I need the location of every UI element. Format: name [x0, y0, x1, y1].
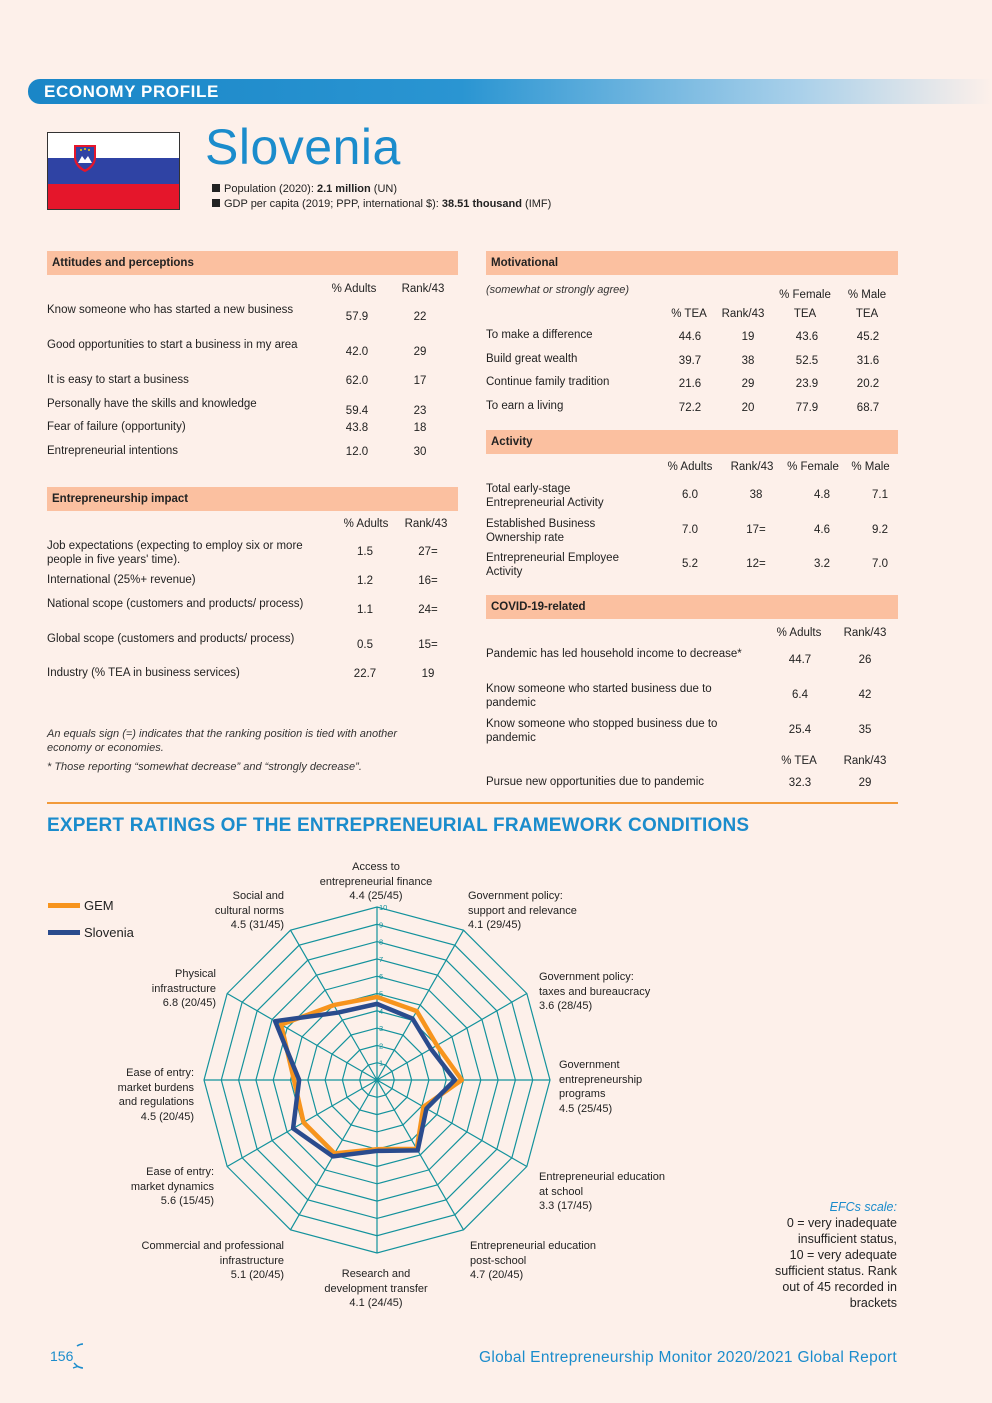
activity-row-label: Established Business Ownership rate — [486, 518, 596, 544]
activity-row-adults: 7.0 — [682, 524, 698, 536]
impact-row-label: Job expectations (expecting to employ six or more people in five years' time). — [47, 540, 303, 566]
covid-tea-label: Pursue new opportunities due to pandemic — [486, 776, 705, 788]
activity-row-female: 3.2 — [814, 558, 830, 570]
impact-row-value: 1.5 — [357, 546, 373, 558]
covid-row-label: Know someone who started business due to pandemic — [486, 683, 712, 709]
activity-header: Activity — [486, 430, 898, 454]
impact-col-rank: Rank/43 — [404, 518, 448, 530]
motivational-row-rank: 20 — [741, 402, 755, 414]
motivational-row-male: 45.2 — [856, 331, 880, 343]
motivational-row-male: 20.2 — [856, 378, 880, 390]
activity-row-female: 4.8 — [814, 489, 830, 501]
radar-tick-label: 8 — [379, 937, 384, 947]
activity-row-male: 7.1 — [872, 489, 888, 501]
efc-scale-note: EFCs scale: 0 = very inadequate insufficient status, 10 = very adequate sufficient status. Rank out of 45 recorded in brackets — [740, 1199, 897, 1311]
covid-row-value: 25.4 — [788, 724, 812, 736]
attitudes-col-rank: Rank/43 — [401, 283, 445, 295]
legend-slovenia-label: Slovenia — [84, 925, 134, 940]
motivational-row-male: 68.7 — [856, 402, 880, 414]
impact-row-rank: 16= — [418, 575, 438, 587]
motivational-row-female: 23.9 — [795, 378, 819, 390]
covid-tea-value: 32.3 — [788, 777, 812, 789]
axis-label-physical: Physical infrastructure 6.8 (20/45) — [151, 968, 216, 1009]
covid-row-label: Know someone who stopped business due to pandemic — [486, 718, 718, 744]
motivational-row-female: 43.6 — [795, 331, 819, 343]
decrease-note: * Those reporting “somewhat decrease” and “strongly decrease”. — [47, 761, 362, 773]
radar-tick-label: 3 — [379, 1024, 384, 1034]
attitudes-row-value: 59.4 — [345, 405, 369, 417]
motivational-row-label: To make a difference — [486, 329, 593, 341]
motivational-subtitle: (somewhat or strongly agree) — [486, 284, 630, 296]
attitudes-row-label: It is easy to start a business — [47, 374, 189, 386]
attitudes-row-rank: 17 — [413, 375, 427, 387]
axis-label-market-burdens: Ease of entry: market burdens and regulations 4.5 (20/45) — [117, 1067, 194, 1123]
attitudes-row-value: 42.0 — [345, 346, 369, 358]
axis-label-commercial: Commercial and professional infrastructure 5.1 (20/45) — [141, 1240, 284, 1281]
motivational-row-rank: 19 — [741, 331, 755, 343]
covid-col-adults: % Adults — [776, 627, 822, 639]
covid-col-rank: Rank/43 — [843, 627, 887, 639]
equals-note: An equals sign (=) indicates that the ranking position is tied with another economy or economies. — [47, 728, 398, 754]
chart-title: EXPERT RATINGS OF THE ENTREPRENEURIAL FRAMEWORK CONDITIONS — [47, 815, 750, 836]
attitudes-header: Attitudes and perceptions — [47, 251, 458, 275]
motivational-row-male: 31.6 — [856, 355, 880, 367]
radar-tick-label: 6 — [379, 972, 384, 982]
motivational-header: Motivational — [486, 251, 898, 275]
impact-row-rank: 24= — [418, 604, 438, 616]
motivational-row-female: 77.9 — [795, 402, 819, 414]
axis-label-rnd: Research and development transfer 4.1 (24/45) — [324, 1268, 428, 1309]
motivational-col-female: % Female — [779, 289, 831, 301]
motivational-row-tea: 21.6 — [678, 378, 702, 390]
country-title: Slovenia — [205, 119, 401, 175]
activity-row-male: 9.2 — [872, 524, 888, 536]
axis-label-finance: Access to entrepreneurial finance 4.4 (25/45) — [319, 861, 433, 902]
covid-row-label: Pandemic has led household income to decrease* — [486, 648, 742, 660]
motivational-col-male: % Male — [847, 289, 887, 301]
attitudes-row-value: 12.0 — [345, 446, 369, 458]
motivational-row-tea: 44.6 — [678, 331, 702, 343]
motivational-row-tea: 72.2 — [678, 402, 702, 414]
activity-row-rank: 17= — [746, 524, 766, 536]
efc-scale-title: EFCs scale: — [829, 1200, 897, 1214]
page-number-badge — [47, 1343, 83, 1369]
impact-row-label: National scope (customers and products/ process) — [47, 598, 304, 610]
impact-header: Entrepreneurship impact — [47, 487, 458, 511]
axis-label-edu-postschool: Entrepreneurial education post-school 4.7 (20/45) — [470, 1240, 596, 1281]
impact-row-value: 1.2 — [357, 575, 373, 587]
activity-row-male: 7.0 — [872, 558, 888, 570]
activity-col-rank: Rank/43 — [730, 461, 774, 473]
motivational-col-tea: % TEA — [671, 308, 707, 320]
axis-label-social: Social and cultural norms 4.5 (31/45) — [214, 890, 284, 931]
activity-row-label: Entrepreneurial Employee Activity — [486, 552, 619, 578]
attitudes-row-label: Good opportunities to start a business in my area — [47, 339, 298, 351]
axis-label-gov-programs: Government entrepreneurship programs 4.5 (25/45) — [559, 1059, 643, 1115]
activity-col-male: % Male — [851, 461, 890, 473]
attitudes-row-label: Know someone who has started a new business — [47, 304, 294, 316]
radar-tick-label: 9 — [379, 920, 384, 930]
impact-row-label: International (25%+ revenue) — [47, 574, 196, 586]
impact-row-rank: 15= — [418, 639, 438, 651]
impact-row-value: 1.1 — [357, 604, 373, 616]
impact-row-rank: 27= — [418, 546, 438, 558]
activity-row-rank: 12= — [746, 558, 766, 570]
covid-row-rank: 42 — [858, 689, 872, 701]
axis-label-edu-school: Entrepreneurial education at school 3.3 (17/45) — [539, 1171, 665, 1212]
motivational-row-label: To earn a living — [486, 400, 564, 412]
activity-row-label: Total early-stage Entrepreneurial Activity — [486, 483, 604, 509]
attitudes-row-rank: 30 — [413, 446, 427, 458]
attitudes-row-label: Personally have the skills and knowledge — [47, 398, 257, 410]
motivational-row-tea: 39.7 — [678, 355, 702, 367]
covid-col-rank-tea: Rank/43 — [843, 755, 887, 767]
attitudes-row-value: 43.8 — [345, 422, 369, 434]
attitudes-row-rank: 22 — [413, 311, 427, 323]
radar-tick-label: 1 — [379, 1058, 384, 1068]
radar-tick-label: 2 — [379, 1041, 384, 1051]
covid-header: COVID-19-related — [486, 595, 898, 619]
report-footer: Global Entrepreneurship Monitor 2020/2021 Global Report — [478, 1349, 897, 1366]
covid-row-value: 44.7 — [788, 654, 812, 666]
impact-row-value: 22.7 — [353, 668, 377, 680]
impact-row-label: Global scope (customers and products/ process) — [47, 633, 295, 645]
attitudes-row-rank: 18 — [413, 422, 427, 434]
activity-row-female: 4.6 — [814, 524, 830, 536]
gdp-fact: GDP per capita (2019; PPP, international $): 38.51 thousand (IMF) — [212, 198, 551, 210]
motivational-row-rank: 29 — [741, 378, 755, 390]
attitudes-row-rank: 29 — [413, 346, 427, 358]
attitudes-row-value: 57.9 — [345, 311, 369, 323]
radar-tick-label: 10 — [379, 903, 388, 912]
motivational-row-label: Build great wealth — [486, 353, 578, 365]
attitudes-col-adults: % Adults — [331, 283, 377, 295]
motivational-row-rank: 38 — [741, 355, 755, 367]
attitudes-row-value: 62.0 — [345, 375, 369, 387]
motivational-col-male-tea: TEA — [855, 308, 879, 320]
axis-label-market-dynamics: Ease of entry: market dynamics 5.6 (15/45) — [130, 1166, 214, 1207]
activity-col-female: % Female — [787, 461, 839, 473]
motivational-col-female-tea: TEA — [793, 308, 817, 320]
activity-row-adults: 6.0 — [682, 489, 698, 501]
impact-row-label: Industry (% TEA in business services) — [47, 667, 240, 679]
impact-row-value: 0.5 — [357, 639, 373, 651]
motivational-row-label: Continue family tradition — [486, 376, 610, 388]
axis-label-gov-taxes: Government policy: taxes and bureaucracy 3.6 (28/45) — [539, 971, 651, 1012]
covid-row-rank: 26 — [858, 654, 872, 666]
covid-row-value: 6.4 — [792, 689, 808, 701]
legend-gem-label: GEM — [84, 898, 114, 913]
activity-col-adults: % Adults — [667, 461, 713, 473]
motivational-col-rank: Rank/43 — [721, 308, 765, 320]
covid-tea-rank: 29 — [858, 777, 872, 789]
banner-label: ECONOMY PROFILE — [44, 82, 219, 101]
covid-row-rank: 35 — [858, 724, 872, 736]
motivational-row-female: 52.5 — [795, 355, 819, 367]
axis-label-gov-support: Government policy: support and relevance 4.1 (29/45) — [468, 890, 577, 931]
attitudes-row-label: Fear of failure (opportunity) — [47, 421, 186, 433]
radar-tick-label: 4 — [379, 1006, 384, 1016]
radar-tick-label: 5 — [379, 989, 384, 999]
impact-col-adults: % Adults — [343, 518, 389, 530]
covid-col-tea: % TEA — [781, 755, 817, 767]
impact-row-rank: 19 — [421, 668, 435, 680]
population-fact: Population (2020): 2.1 million (UN) — [212, 183, 397, 195]
activity-row-rank: 38 — [749, 489, 763, 501]
radar-tick-label: 7 — [379, 954, 384, 964]
page-number: 156 — [50, 1348, 74, 1364]
activity-row-adults: 5.2 — [682, 558, 698, 570]
attitudes-row-rank: 23 — [413, 405, 427, 417]
attitudes-row-label: Entrepreneurial intentions — [47, 445, 179, 457]
